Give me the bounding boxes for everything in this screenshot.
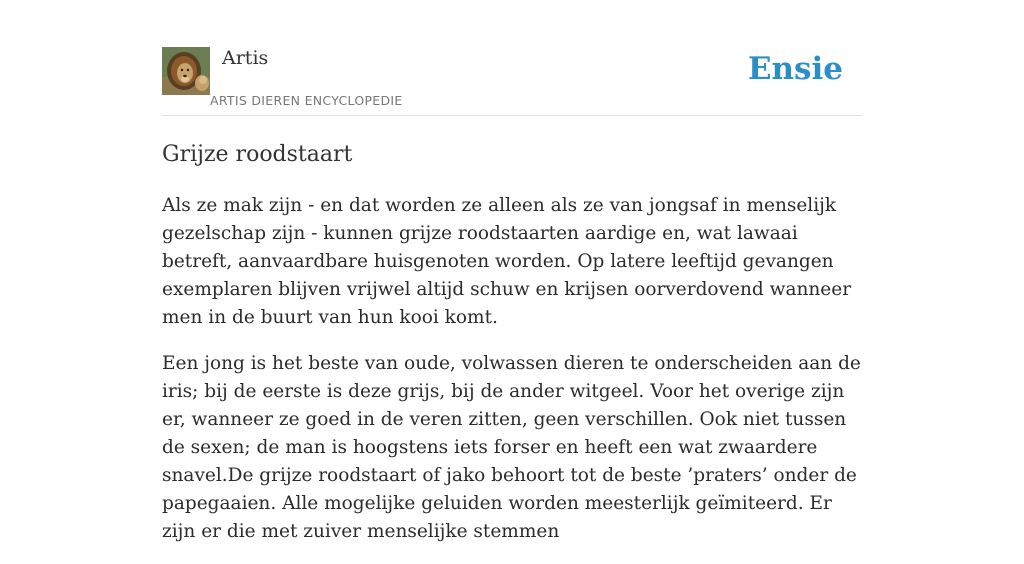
- article-header: [162, 0, 862, 116]
- article-body: [162, 192, 862, 564]
- article-paragraph-1: Als ze mak zijn - en dat worden ze alleen als ze van jongsaf in menselijk gezelschap zijn - kunnen grijze roodstaarten aardige en, wat lawaai betreft, aanvaardbare huisgenoten worden. Op latere leeftijd gevangen exemplaren blijven vrijwel altijd schuw en krijsen oorverdovend wanneer men in de buurt van hun kooi komt.: [162, 195, 852, 328]
- author-avatar[interactable]: [162, 47, 210, 95]
- page-title: Grijze roodstaart: [162, 142, 353, 167]
- author-name[interactable]: Artis: [222, 47, 269, 69]
- lion-avatar-icon: [162, 47, 210, 95]
- author-subtitle[interactable]: ARTIS DIEREN ENCYCLOPEDIE: [210, 93, 403, 108]
- ensie-logo-link[interactable]: Ensie: [747, 51, 843, 87]
- article-paragraph-2: Een jong is het beste van oude, volwassen dieren te onderscheiden aan de iris; bij de eerste is deze grijs, bij de ander witgeel. Voor het overige zijn er, wanneer ze goed in de veren zitten, geen verschillen. Ook niet tussen de sexen; de man is hoogstens iets forser en heeft een wat zwaardere snavel.De grijze roodstaart of jako behoort tot de beste ’praters’ onder de papegaaien. Alle mogelijke geluiden worden meesterlijk geïmiteerd. Er zijn er die met zuiver menselijke stemmen: [162, 353, 861, 542]
- article-page: [162, 0, 862, 542]
